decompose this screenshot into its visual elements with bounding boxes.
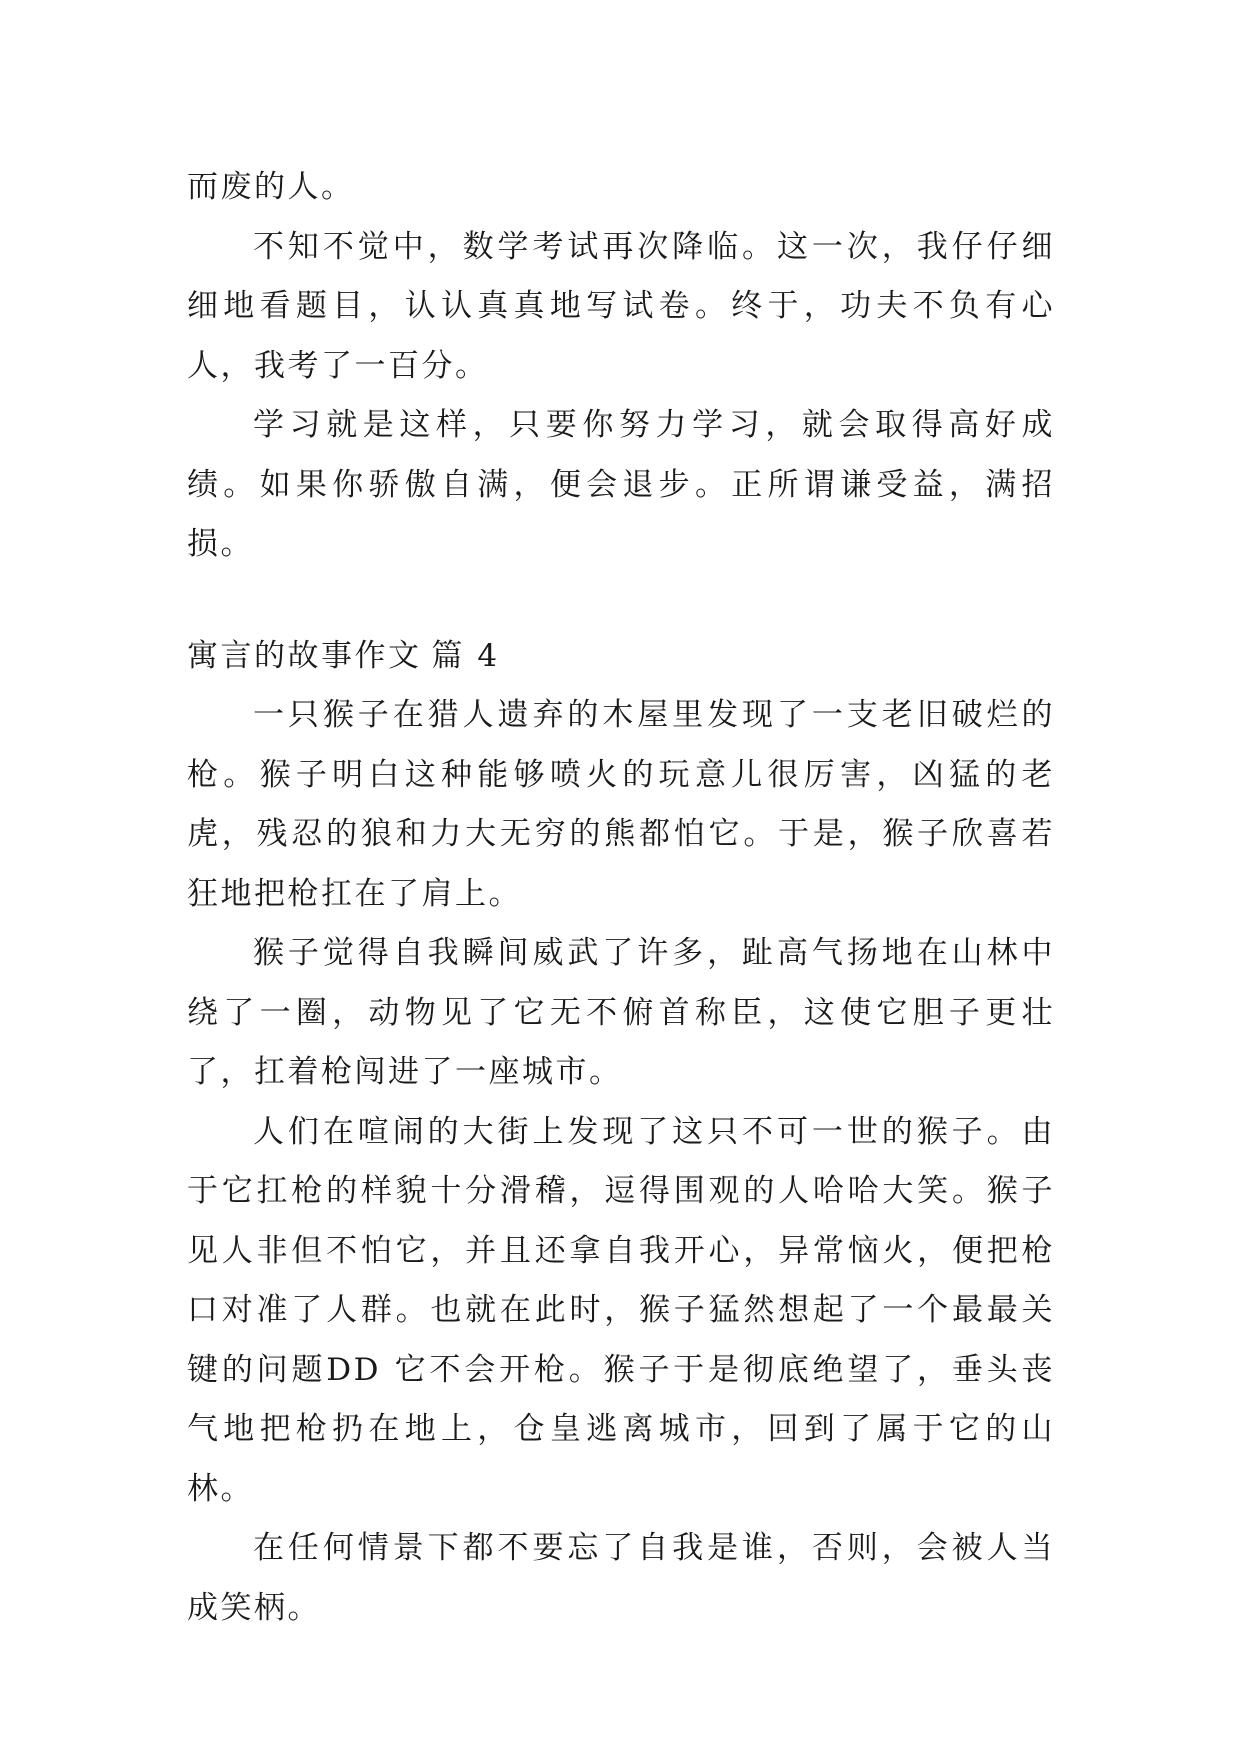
section-title: 寓言的故事作文 (187, 637, 422, 674)
paragraph-study-conclusion: 学习就是这样，只要你努力学习，就会取得高好成绩。如果你骄傲自满，便会退步。正所谓谦受益，满招损。 (187, 407, 1055, 562)
section-number-label: 篇 4 (431, 637, 500, 674)
paragraph-crowd-laughs: 人们在喧闹的大街上发现了这只不可一世的猴子。由于它扛枪的样貌十分滑稽，逗得围观的人哈哈大笑。猴子见人非但不怕它，并且还拿自我开心，异常恼火，便把枪口对准了人群。也就在此时，猴子猛然想起了一个最最关键的问题DD 它不会开枪。猴子于是彻底绝望了，垂头丧气地把枪扔在地上，仓皇逃离城市，回到了属于它的山林。 (187, 1113, 1055, 1507)
paragraph-moral: 在任何情景下都不要忘了自我是谁，否则，会被人当成笑柄。 (187, 1530, 1055, 1626)
paragraph-continued: 而废的人。 (187, 169, 355, 205)
paragraph-math-exam: 不知不觉中，数学考试再次降临。这一次，我仔仔细细地看题目，认认真真地写试卷。终于，功夫不负有心人，我考了一百分。 (187, 228, 1055, 384)
paragraph-monkey-enters-city: 猴子觉得自我瞬间威武了许多，趾高气扬地在山林中绕了一圈，动物见了它无不俯首称臣，这使它胆子更壮了，扛着枪闯进了一座城市。 (187, 935, 1055, 1090)
document-body (187, 158, 1055, 1638)
section-heading (187, 627, 1055, 687)
paragraph-monkey-finds-gun: 一只猴子在猎人遗弃的木屋里发现了一支老旧破烂的枪。猴子明白这种能够喷火的玩意儿很厉害，凶猛的老虎，残忍的狼和力大无穷的熊都怕它。于是，猴子欣喜若狂地把枪扛在了肩上。 (187, 697, 1055, 912)
